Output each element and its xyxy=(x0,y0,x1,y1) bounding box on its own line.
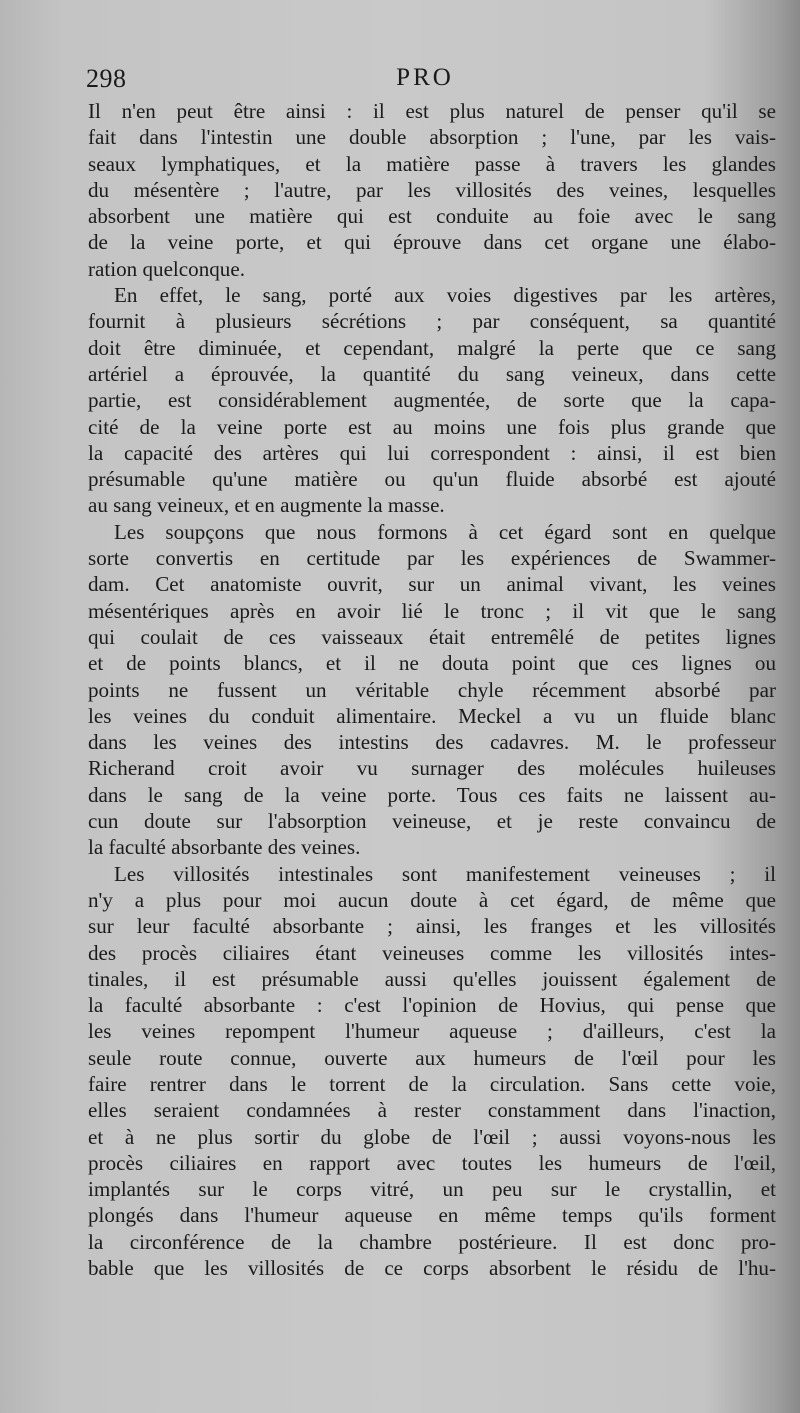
text-line: dans le sang de la veine porte. Tous ces faits ne laissent au- xyxy=(88,782,776,807)
text-line: ration quelconque. xyxy=(88,256,245,281)
page-number: 298 xyxy=(86,64,127,93)
text-line: la faculté absorbante : c'est l'opinion de Hovius, qui pense que xyxy=(88,993,776,1018)
text-line: et de points blancs, et il ne douta point que ces lignes ou xyxy=(88,651,776,676)
text-line: doit être diminuée, et cependant, malgré la perte que ce sang xyxy=(88,335,776,360)
text-line: partie, est considérablement augmentée, de sorte que la capa- xyxy=(88,388,776,413)
text-line: procès ciliaires en rapport avec toutes les humeurs de l'œil, xyxy=(88,1150,776,1175)
text-line: sur leur faculté absorbante ; ainsi, les franges et les villosités xyxy=(88,914,776,939)
text-line: les veines du conduit alimentaire. Meckel a vu un fluide blanc xyxy=(88,703,776,728)
text-line: la faculté absorbante des veines. xyxy=(88,835,361,860)
text-line: n'y a plus pour moi aucun doute à cet égard, de même que xyxy=(88,887,776,912)
text-line: la circonférence de la chambre postérieure. Il est donc pro- xyxy=(88,1229,776,1254)
text-line: mésentériques après en avoir lié le tronc ; il vit que le sang xyxy=(88,598,776,623)
text-line: dans les veines des intestins des cadavres. M. le professeur xyxy=(88,730,776,755)
text-line: bable que les villosités de ce corps absorbent le résidu de l'hu- xyxy=(88,1256,776,1281)
text-line: Richerand croit avoir vu surnager des molécules huileuses xyxy=(88,756,776,781)
text-line: et à ne plus sortir du globe de l'œil ; aussi voyons-nous les xyxy=(88,1124,776,1149)
running-head: PRO xyxy=(396,64,454,91)
text-line: les veines repompent l'humeur aqueuse ; d'ailleurs, c'est la xyxy=(88,1019,776,1044)
text-line: Il n'en peut être ainsi : il est plus naturel de penser qu'il se xyxy=(88,99,776,123)
text-line: cité de la veine porte est au moins une fois plus grande que xyxy=(88,414,776,439)
text-line: fait dans l'intestin une double absorption ; l'une, par les vais- xyxy=(88,125,776,150)
text-line: qui coulait de ces vaisseaux était entremêlé de petites lignes xyxy=(88,624,776,649)
text-line: implantés sur le corps vitré, un peu sur le crystallin, et xyxy=(88,1177,776,1202)
text-line: la capacité des artères qui lui correspondent : ainsi, il est bien xyxy=(88,440,776,465)
text-line: fournit à plusieurs sécrétions ; par conséquent, sa quantité xyxy=(88,309,776,334)
page-header xyxy=(86,64,754,98)
text-line: absorbent une matière qui est conduite au foie avec le sang xyxy=(88,204,776,229)
text-line: du mésentère ; l'autre, par les villosités des veines, lesquelles xyxy=(88,177,776,202)
text-line: présumable qu'une matière ou qu'un fluide absorbé est ajouté xyxy=(88,467,776,492)
text-line: tinales, il est présumable aussi qu'elles jouissent également de xyxy=(88,966,776,991)
text-line: de la veine porte, et qui éprouve dans cet organe une élabo- xyxy=(88,230,776,255)
text-line: elles seraient condamnées à rester constamment dans l'inaction, xyxy=(88,1098,776,1123)
body-text xyxy=(88,98,776,1281)
text-line: points ne fussent un véritable chyle récemment absorbé par xyxy=(88,677,776,702)
text-line: cun doute sur l'absorption veineuse, et je reste convaincu de xyxy=(88,809,776,834)
text-line: sorte convertis en certitude par les expériences de Swammer- xyxy=(88,546,776,571)
text-line: dam. Cet anatomiste ouvrit, sur un animal vivant, les veines xyxy=(88,572,776,597)
text-line: des procès ciliaires étant veineuses comme les villosités intes- xyxy=(88,940,776,965)
text-line: Les soupçons que nous formons à cet égard sont en quelque xyxy=(114,519,776,544)
text-line: plongés dans l'humeur aqueuse en même temps qu'ils forment xyxy=(88,1203,776,1228)
text-line: En effet, le sang, porté aux voies digestives par les artères, xyxy=(114,283,776,308)
text-line: seule route connue, ouverte aux humeurs de l'œil pour les xyxy=(88,1045,776,1070)
text-line: Les villosités intestinales sont manifestement veineuses ; il xyxy=(114,861,776,886)
text-line: seaux lymphatiques, et la matière passe à travers les glandes xyxy=(88,151,776,176)
text-line: au sang veineux, et en augmente la masse. xyxy=(88,493,445,518)
text-line: faire rentrer dans le torrent de la circulation. Sans cette voie, xyxy=(88,1071,776,1096)
text-line: artériel a éprouvée, la quantité du sang veineux, dans cette xyxy=(88,361,776,386)
